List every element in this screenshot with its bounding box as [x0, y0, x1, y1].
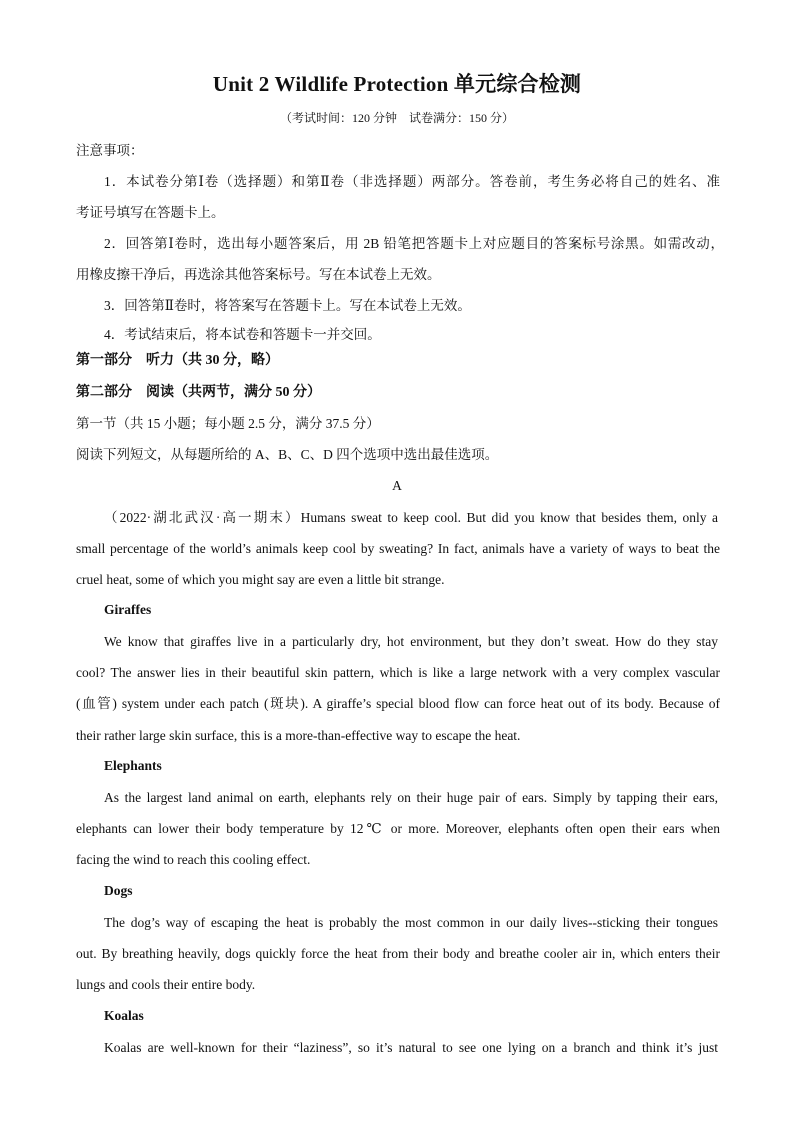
passage-line: (血管) system under each patch (斑块). A giraffe’s special blood flow can force heat out of its body. Because of	[76, 696, 720, 711]
section-heading-koalas: Koalas	[104, 1008, 144, 1023]
passage-line: The dog’s way of escaping the heat is probably the most common in our daily lives--sticking their tongues	[104, 915, 718, 930]
part-one-heading: 第一部分 听力（共 30 分，略）	[76, 353, 279, 368]
passage-line: cruel heat, some of which you might say are even a little bit strange.	[76, 572, 445, 587]
passage-line: lungs and cools their entire body.	[76, 977, 256, 992]
passage-line: As the largest land animal on earth, elephants rely on their huge pair of ears. Simply by tapping their ears,	[104, 790, 718, 805]
passage-line: their rather large skin surface, this is a more-than-effective way to escape the heat.	[76, 728, 521, 743]
notice-line: 用橡皮擦干净后，再选涂其他答案标号。写在本试卷上无效。	[76, 267, 441, 282]
page-title: Unit 2 Wildlife Protection 单元综合检测	[212, 72, 582, 96]
notice-line: 4．考试结束后，将本试卷和答题卡一并交回。	[104, 327, 381, 342]
passage-line: out. By breathing heavily, dogs quickly force the heat from their body and breathe cooler air in, which enters their	[76, 946, 720, 961]
passage-line: small percentage of the world’s animals keep cool by sweating? In fact, animals have a variety of ways to beat the	[76, 541, 720, 556]
passage-label: A	[392, 478, 402, 493]
section-one-heading: 第一节（共 15 小题；每小题 2.5 分，满分 37.5 分）	[76, 416, 380, 431]
notice-line: 1．本试卷分第Ⅰ卷（选择题）和第Ⅱ卷（非选择题）两部分。答卷前，考生务必将自己的姓名、准	[104, 174, 720, 189]
section-heading-elephants: Elephants	[104, 758, 162, 773]
notice-line: 2．回答第Ⅰ卷时，选出每小题答案后，用 2B 铅笔把答题卡上对应题目的答案标号涂黑。如需改动，	[104, 236, 724, 251]
part-two-heading: 第二部分 阅读（共两节，满分 50 分）	[76, 385, 321, 400]
notice-line: 3．回答第Ⅱ卷时，将答案写在答题卡上。写在本试卷上无效。	[104, 298, 471, 313]
passage-line: cool? The answer lies in their beautiful skin pattern, which is like a large network with a very complex vascular	[76, 665, 720, 680]
passage-line: （2022·湖北武汉·高一期末）Humans sweat to keep cool. But did you know that besides them, only a	[104, 510, 718, 525]
section-heading-giraffes: Giraffes	[104, 602, 152, 617]
passage-line: Koalas are well-known for their “laziness”, so it’s natural to see one lying on a branch and think it’s just	[104, 1040, 718, 1055]
passage-line: We know that giraffes live in a particularly dry, hot environment, but they don’t sweat. How do they stay	[104, 634, 718, 649]
exam-info: （考试时间：120 分钟 试卷满分：150 分）	[279, 111, 514, 125]
notice-heading: 注意事项：	[76, 143, 144, 158]
passage-line: facing the wind to reach this cooling effect.	[76, 852, 311, 867]
passage-line: elephants can lower their body temperature by 12℃ or more. Moreover, elephants often open their ears when	[76, 821, 720, 836]
reading-instruction: 阅读下列短文，从每题所给的 A、B、C、D 四个选项中选出最佳选项。	[76, 447, 499, 462]
notice-line: 考证号填写在答题卡上。	[76, 205, 225, 220]
section-heading-dogs: Dogs	[104, 883, 133, 898]
